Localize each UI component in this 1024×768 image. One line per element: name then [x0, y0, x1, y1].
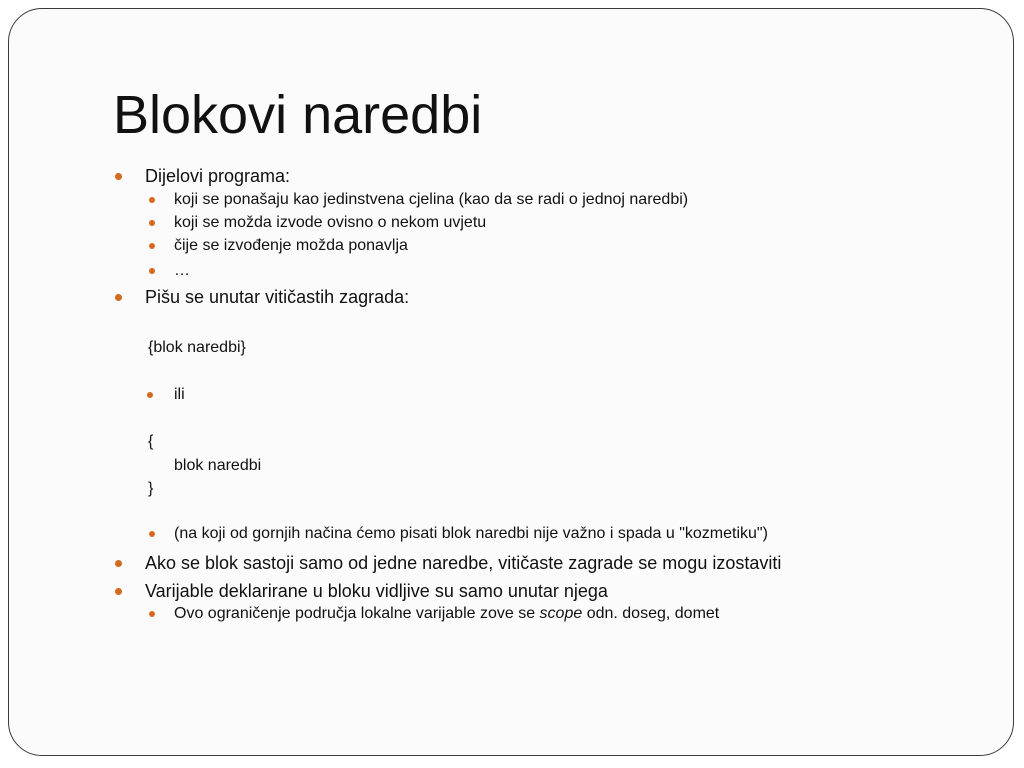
- sub-bullet-item: [174, 238, 408, 254]
- bullet-icon: [149, 531, 155, 537]
- bullet-text: Pišu se unutar vitičastih zagrada:: [145, 287, 410, 307]
- bullet-icon: [115, 294, 122, 301]
- bullet-icon: [115, 173, 122, 180]
- bullet-item-curly-braces: [145, 288, 409, 306]
- sub-bullet-item: [174, 192, 688, 208]
- bullet-icon: [149, 243, 155, 249]
- sub-bullet-text: čije se izvođenje možda ponavlja: [174, 237, 408, 254]
- sub-bullet-item: [174, 387, 185, 403]
- bullet-icon: [149, 220, 155, 226]
- slide-title: Blokovi naredbi: [113, 85, 483, 145]
- bullet-text: Ako se blok sastoji samo od jedne naredbe, vitičaste zagrade se mogu izostaviti: [145, 553, 782, 573]
- sub-bullet-item: [174, 263, 190, 279]
- code-inline-block: {blok naredbi}: [148, 339, 246, 356]
- bullet-item-variables-scope: [145, 582, 608, 600]
- bullet-item-parts-of-program: [145, 167, 290, 185]
- sub-bullet-item: [174, 606, 719, 622]
- sub-bullet-text: (na koji od gornjih načina ćemo pisati blok naredbi nije važno i spada u "kozmetiku"): [174, 525, 768, 542]
- sub-bullet-text-suffix: odn. doseg, domet: [582, 605, 720, 622]
- bullet-icon: [149, 197, 155, 203]
- sub-bullet-text: koji se možda izvode ovisno o nekom uvjetu: [174, 214, 487, 231]
- bullet-text: Dijelovi programa:: [145, 166, 291, 186]
- bullet-icon: [147, 392, 153, 398]
- sub-bullet-item: [174, 215, 486, 231]
- sub-bullet-text-prefix: Ovo ograničenje područja lokalne varijable zove se: [174, 605, 540, 622]
- sub-bullet-text: …: [174, 262, 190, 279]
- code-open-brace: {: [148, 433, 154, 450]
- bullet-icon: [115, 560, 122, 567]
- bullet-icon: [149, 611, 155, 617]
- code-close-brace: }: [148, 480, 154, 497]
- bullet-text: Varijable deklarirane u bloku vidljive su samo unutar njega: [145, 581, 608, 601]
- or-label: ili: [174, 386, 185, 403]
- bullet-icon: [149, 268, 155, 274]
- code-body: blok naredbi: [174, 457, 262, 474]
- sub-bullet-item: [174, 526, 768, 542]
- scope-term: scope: [539, 605, 583, 622]
- bullet-item-single-statement: [145, 554, 781, 572]
- bullet-icon: [115, 588, 122, 595]
- sub-bullet-text: koji se ponašaju kao jedinstvena cjelina (kao da se radi o jednoj naredbi): [174, 191, 689, 208]
